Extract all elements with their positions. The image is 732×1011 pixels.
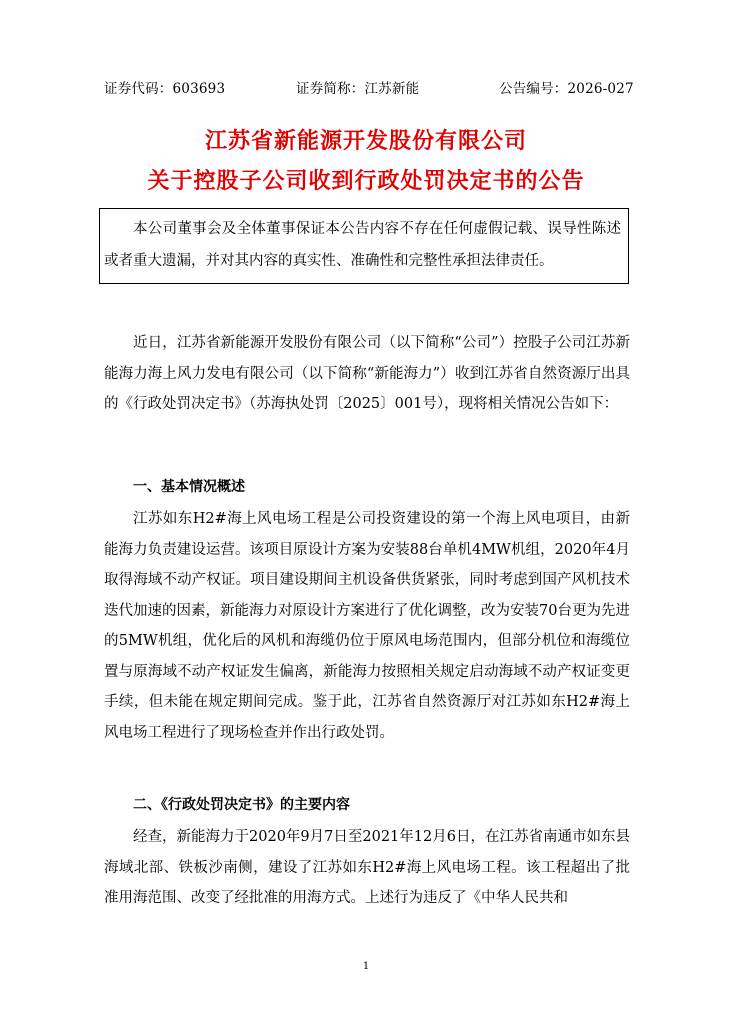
intro-paragraph: 近日，江苏省新能源开发股份有限公司（以下简称“公司”）控股子公司江苏新能海力海上风力发电有限公司（以下简称“新能海力”）收到江苏省自然资源厅出具的《行政处罚决定书》（苏海执处罚〔2025〕001号），现将相关情况公告如下： [104,335,630,412]
stock-name: 证券简称：江苏新能 [296,81,420,97]
title-line-2: 关于控股子公司收到行政处罚决定书的公告 [147,169,585,194]
disclaimer-box [99,208,629,284]
notice-number: 公告编号：2026-027 [499,81,634,97]
stock-code: 证券代码：603693 [104,81,226,97]
disclaimer-text: 本公司董事会及全体董事保证本公告内容不存在任何虚假记载、误导性陈述或者重大遗漏，并对其内容的真实性、准确性和完整性承担法律责任。 [104,221,621,269]
page-number: 1 [362,961,370,972]
section-2-heading: 二、《行政处罚决定书》的主要内容 [133,797,350,813]
section-2-body: 经查，新能海力于2020年9月7日至2021年12月6日，在江苏省南通市如东县海域北部、铁板沙南侧，建设了江苏如东H2#海上风电场工程。该工程超出了批准用海范围、改变了经批准的用海方式。上述行为违反了《中华人民共和 [104,829,630,906]
section-1-heading: 一、基本情况概述 [133,479,245,495]
title-line-1: 江苏省新能源开发股份有限公司 [204,129,527,154]
section-1-body: 江苏如东H2#海上风电场工程是公司投资建设的第一个海上风电项目，由新能海力负责建设运营。该项目原设计方案为安装88台单机4MW机组，2020年4月取得海域不动产权证。项目建设期间主机设备供货紧张，同时考虑到国产风机技术迭代加速的因素，新能海力对原设计方案进行了优化调整，改为安装70台更为先进的5MW机组，优化后的风机和海缆仍位于原风电场范围内，但部分机位和海缆位置与原海域不动产权证发生偏离，新能海力按照相关规定启动海域不动产权证变更手续，但未能在规定期间完成。鉴于此，江苏省自然资源厅对江苏如东H2#海上风电场工程进行了现场检查并作出行政处罚。 [104,511,630,741]
